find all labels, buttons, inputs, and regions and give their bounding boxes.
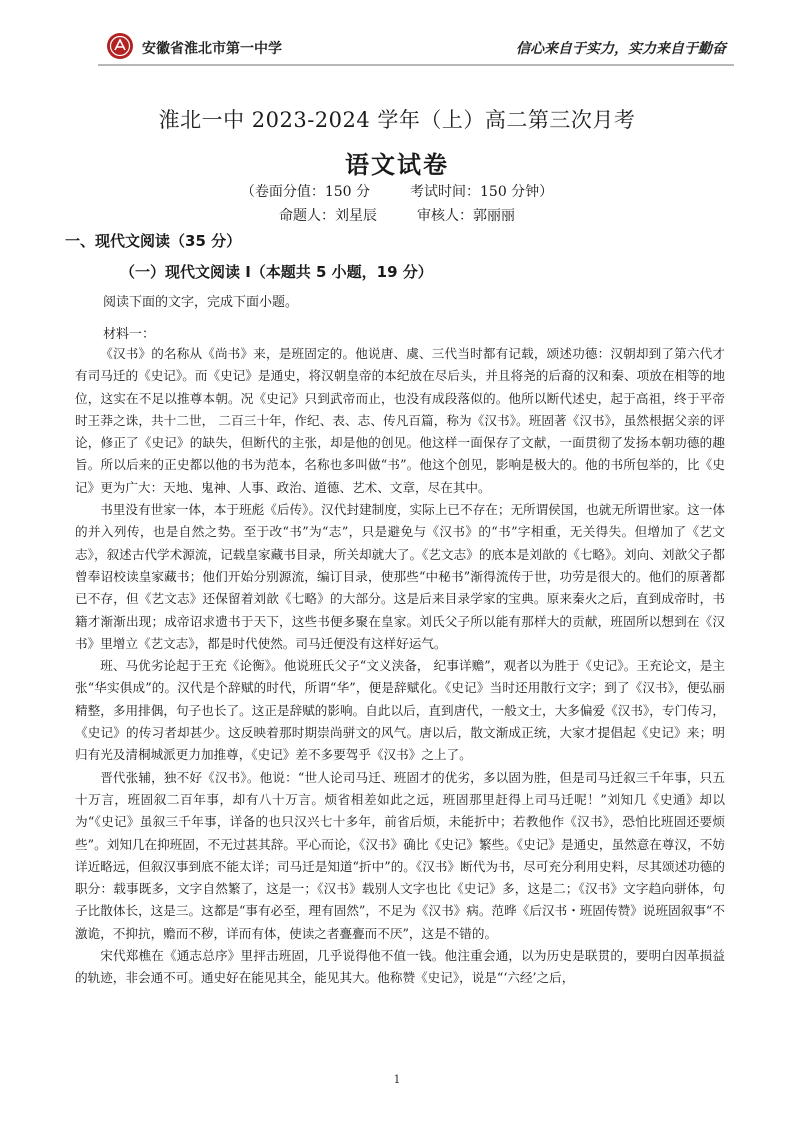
- material-label: 材料一：: [103, 327, 156, 342]
- paragraph: 《汉书》的名称从《尚书》来，是班固定的。他说唐、虞、三代当时都有记载，颂述功德：汉朝却到了第六代才有司马迁的《史记》。而《史记》是通史，将汉朝皇帝的本纪放在尽后头，并且将尧的后裔的汉和秦、项放在相等的地位，这实在不足以推尊本朝。况《史记》只到武帝而止，也没有成段落似的。他所以断代述史，起于高祖，终于平帝时王莽之诛，共十二世， 二百三十年，作纪、表、志、传凡百篇，称为《汉书》。班固著《汉书》，虽然根据父亲的评论，修正了《史记》的缺失，但断代的主张，却是他的创见。他这样一面保存了文献，一面贯彻了发扬本朝功德的趣旨。所以后来的正史都以他的书为范本，名称也多叫做“书”。他这个创见，影响是极大的。他的书所包举的，比《史记》更为广大：天地、鬼神、人事、政治、道德、艺术、文章，尽在其中。: [75, 346, 725, 495]
- paragraph: 班、马优劣论起于王充《论衡》。他说班氏父子“文义浃备， 纪事详赡”，观者以为胜于《史记》。王充论文，是主张“华实俱成”的。汉代是个辞赋的时代，所谓“华”，便是辞赋化。《史记》当时还用散行文字；到了《汉书》，便弘丽精整，多用排偶，句子也长了。这正是辞赋的影响。自此以后，直到唐代，一般文士，大多偏爱《汉书》，专门传习，《史记》的传习者却甚少。这反映着那时期崇尚骈文的风气。唐以后，散文渐成正统，大家才提倡起《史记》来；明归有光及清桐城派更力加推尊，《史记》差不多要驾乎《汉书》之上了。: [75, 658, 725, 763]
- article-body: [75, 343, 725, 990]
- page-header: [98, 30, 734, 66]
- school-motto: 信心来自于实力，实力来自于勤奋: [516, 41, 726, 57]
- time-info: 考试时间：150 分钟）: [410, 184, 554, 200]
- author-info: 命题人：刘星辰: [279, 208, 377, 224]
- section-heading: 一、现代文阅读（35 分）: [65, 232, 242, 250]
- subsection-heading: （一）现代文阅读 I（本题共 5 小题，19 分）: [120, 263, 433, 281]
- exam-authors: [0, 205, 794, 225]
- page-number: 1: [393, 1073, 401, 1086]
- exam-score-time: [0, 181, 794, 201]
- paragraph: 宋代郑樵在《通志总序》里抨击班固，几乎说得他不值一钱。他注重会通，以为历史是联贯的，要明白因革损益的轨迹，非会通不可。通史好在能见其全，能见其大。他称赞《史记》，说是“‘六经’之后，: [75, 948, 725, 986]
- exam-title: 淮北一中 2023-2024 学年（上）高二第三次月考: [158, 108, 636, 132]
- reading-instruction: 阅读下面的文字，完成下面小题。: [103, 295, 299, 310]
- paragraph: 晋代张辅，独不好《汉书》。他说：“世人论司马迁、班固才的优劣，多以固为胜，但是司马迁叙三千年事，只五十万言，班固叙二百年事，却有八十万言。烦省相差如此之远，班固那里赶得上司马迁呢！”刘知几《史通》却以为“《史记》虽叙三千年事，详备的也只汉兴七十多年，前省后烦，未能折中；若教他作《汉书》，恐怕比班固还要烦些”。刘知几在抑班固，不无过甚其辞。平心而论，《汉书》确比《史记》繁些。《史记》是通史，虽然意在尊汉，不妨详近略远，但叙汉事到底不能太详；司马迁是知道“折中”的。《汉书》断代为书，尽可充分利用史料，尽其颂述功德的职分：载事既多，文字自然繁了，这是一；《汉书》载别人文字也比《史记》多，这是二；《汉书》文字趋向骈体，句子比散体长，这是三。这都是“事有必至，理有固然”，不足为《汉书》病。范晔《后汉书・班固传赞》说班固叙事“不激诡，不抑抗，赡而不秽，详而有体，使读之者亹亹而不厌”，这是不错的。: [75, 769, 725, 941]
- paragraph: 书里没有世家一体，本于班彪《后传》。汉代封建制度，实际上已不存在；无所谓侯国，也就无所谓世家。这一体的并入列传，也是自然之势。至于改“书”为“志”，只是避免与《汉书》的“书”字相重，无关得失。但增加了《艺文志》，叙述古代学术源流，记载皇家藏书目录，所关却就大了。《艺文志》的底本是刘歆的《七略》。刘向、刘歆父子都曾奉诏校读皇家藏书；他们开始分别源流，编订目录，使那些“中秘书”渐得流传于世，功劳是很大的。他们的原著都已不存，但《艺文志》还保留着刘歆《七略》的大部分。这是后来目录学家的宝典。原来秦火之后，直到成帝时，书籍才渐渐出现；成帝诏求遗书于天下，这些书便多聚在皇家。刘氏父子所以能有那样大的贡献，班固所以想到在《汉书》里增立《艺文志》，都是时代使然。司马迁便没有这样好运气。: [75, 502, 725, 651]
- school-name: 安徽省淮北市第一中学: [142, 41, 282, 57]
- school-logo-icon: [106, 32, 134, 60]
- score-info: （卷面分值：150 分: [240, 184, 370, 200]
- exam-subject: 语文试卷: [345, 150, 449, 179]
- reviewer-info: 审核人：郭丽丽: [417, 208, 515, 224]
